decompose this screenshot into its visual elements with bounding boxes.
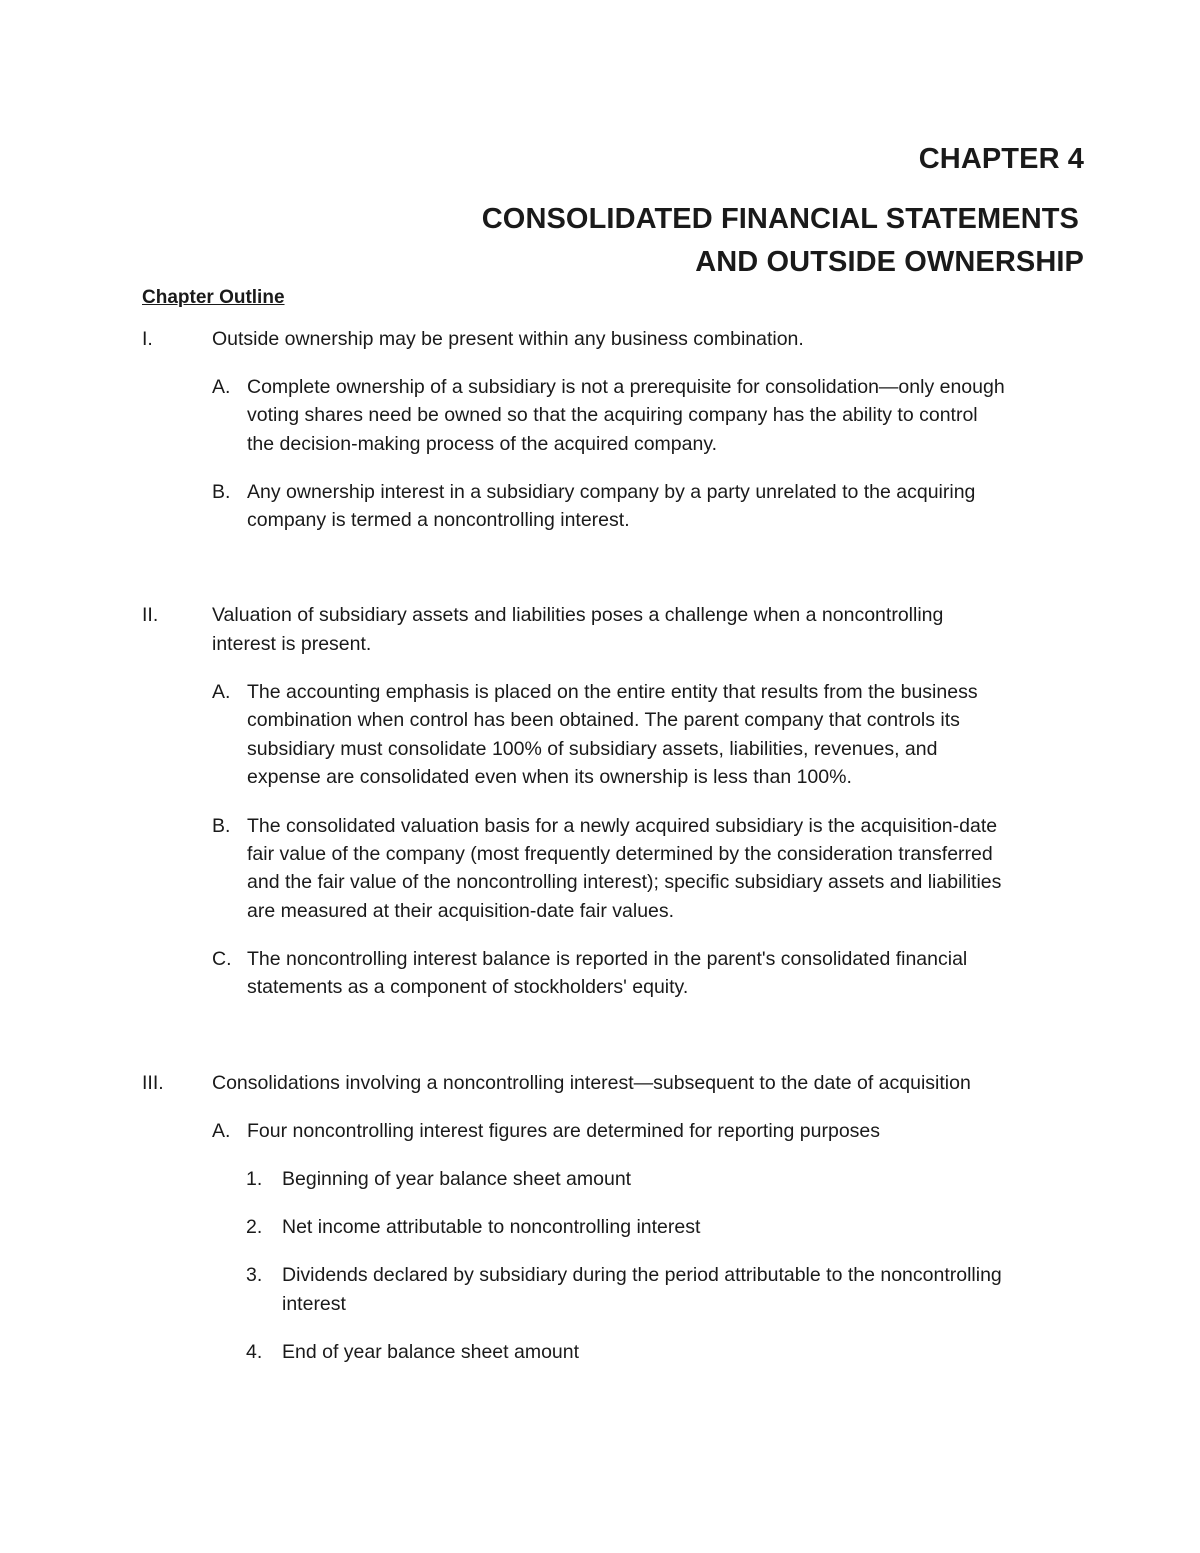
item-marker: A.	[212, 376, 231, 398]
item-text: The consolidated valuation basis for a newly acquired subsidiary is the acquisition-date	[247, 815, 998, 837]
section-text: Consolidations involving a noncontrolling interest—subsequent to the date of acquisition	[212, 1072, 971, 1094]
item-text: are measured at their acquisition-date fair values.	[247, 900, 675, 922]
section-marker: I.	[142, 328, 153, 350]
item-text: Any ownership interest in a subsidiary company by a party unrelated to the acquiring	[247, 481, 976, 503]
subitem-marker: 3.	[246, 1264, 263, 1286]
section-text: Outside ownership may be present within any business combination.	[212, 328, 804, 350]
item-text: fair value of the company (most frequently determined by the consideration transferred	[247, 843, 993, 865]
subitem-text: Beginning of year balance sheet amount	[282, 1168, 632, 1190]
item-text: The accounting emphasis is placed on the entire entity that results from the business	[247, 681, 978, 703]
outline-heading: Chapter Outline	[142, 287, 285, 308]
subitem-text: End of year balance sheet amount	[282, 1341, 580, 1363]
subitem-marker: 4.	[246, 1341, 263, 1363]
section-marker: III.	[142, 1072, 164, 1094]
item-text: The noncontrolling interest balance is reported in the parent's consolidated financial	[247, 948, 968, 970]
section-text: interest is present.	[212, 633, 372, 655]
chapter-title-line-1: CONSOLIDATED FINANCIAL STATEMENTS	[481, 203, 1079, 235]
subitem-text: Net income attributable to noncontrolling interest	[282, 1216, 701, 1238]
section-text: Valuation of subsidiary assets and liabilities poses a challenge when a noncontrolling	[212, 604, 944, 626]
item-text: subsidiary must consolidate 100% of subsidiary assets, liabilities, revenues, and	[247, 738, 938, 760]
item-text: company is termed a noncontrolling interest.	[247, 509, 630, 531]
item-text: the decision-making process of the acquired company.	[247, 433, 718, 455]
subitem-marker: 1.	[246, 1168, 263, 1190]
subitem-text: Dividends declared by subsidiary during the period attributable to the noncontrolling	[282, 1264, 1002, 1286]
item-text: statements as a component of stockholders' equity.	[247, 976, 689, 998]
chapter-number: CHAPTER 4	[918, 143, 1084, 175]
chapter-title-line-2: AND OUTSIDE OWNERSHIP	[695, 246, 1084, 278]
item-text: Four noncontrolling interest figures are determined for reporting purposes	[247, 1120, 881, 1142]
subitem-text: interest	[282, 1293, 346, 1315]
item-text: expense are consolidated even when its ownership is less than 100%.	[247, 766, 852, 788]
item-text: voting shares need be owned so that the acquiring company has the ability to control	[247, 404, 978, 426]
item-marker: A.	[212, 681, 231, 703]
item-marker: A.	[212, 1120, 231, 1142]
item-text: Complete ownership of a subsidiary is not a prerequisite for consolidation—only enough	[247, 376, 1005, 398]
item-text: and the fair value of the noncontrolling interest); specific subsidiary assets and liabilities	[247, 871, 1002, 893]
item-text: combination when control has been obtained. The parent company that controls its	[247, 709, 960, 731]
item-marker: C.	[212, 948, 232, 970]
item-marker: B.	[212, 481, 231, 503]
subitem-marker: 2.	[246, 1216, 263, 1238]
item-marker: B.	[212, 815, 231, 837]
section-marker: II.	[142, 604, 159, 626]
